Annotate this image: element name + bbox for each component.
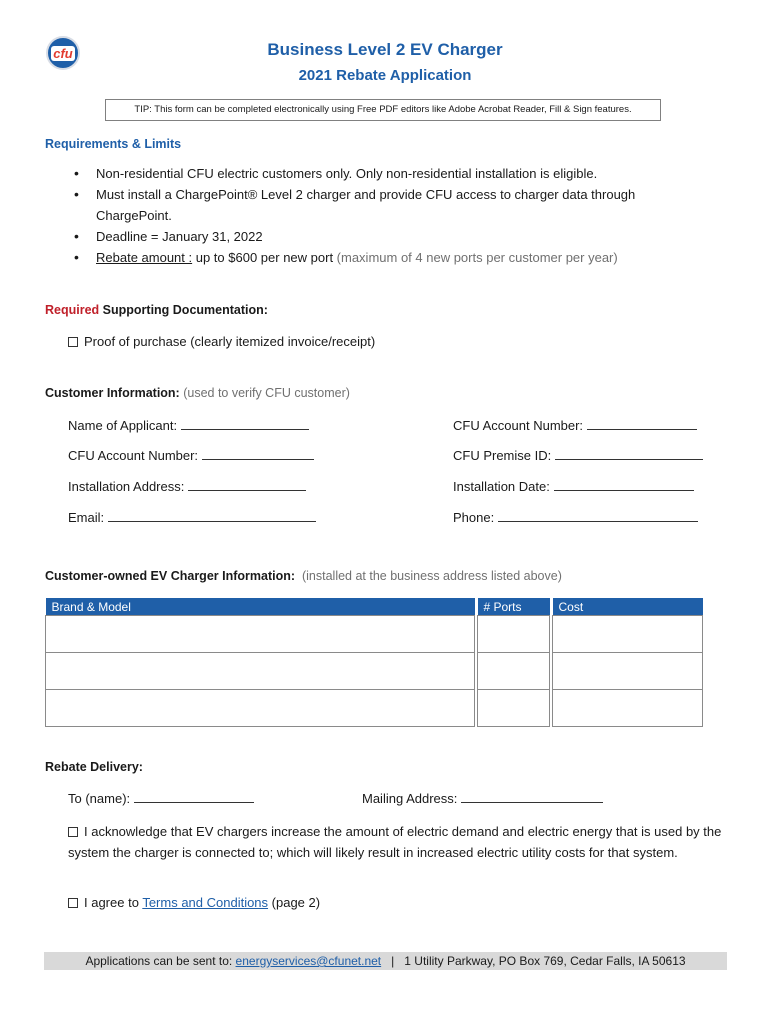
email-label: Email: — [68, 510, 105, 525]
email-field — [68, 509, 316, 525]
agree-terms-item — [68, 895, 320, 910]
footer-separator: | — [391, 954, 395, 968]
charger-table — [45, 598, 703, 727]
brand-model-cell[interactable] — [46, 616, 475, 653]
acknowledge-text: I acknowledge that EV chargers increase the amount of electric demand and electric energy that is used by the system the charger is connected to; which will likely result in increased electric utility costs for that system. — [68, 824, 722, 860]
installation-address-field — [68, 478, 306, 494]
acknowledge-item — [68, 822, 728, 863]
documentation-heading-rest: Supporting Documentation: — [99, 303, 268, 317]
name-of-applicant-field — [68, 417, 309, 433]
ports-cell[interactable] — [478, 616, 550, 653]
mailing-address-field — [362, 790, 603, 806]
installation-date-input[interactable] — [554, 478, 694, 491]
agree-terms-checkbox[interactable] — [68, 898, 78, 908]
premise-id-field — [453, 447, 703, 463]
ports-cell[interactable] — [478, 653, 550, 690]
requirement-item: • Must install a ChargePoint® Level 2 charger and provide CFU access to charger data through ChargePoint. — [68, 184, 688, 226]
premise-id-input[interactable] — [555, 447, 703, 460]
col-cost: Cost — [553, 598, 703, 616]
ports-cell[interactable] — [478, 690, 550, 727]
charger-info-title: Customer-owned EV Charger Information: — [45, 569, 296, 583]
charger-info-note: (installed at the business address listed above) — [301, 569, 562, 583]
table-row — [46, 616, 703, 653]
brand-model-cell[interactable] — [46, 690, 475, 727]
requirements-heading: Requirements & Limits — [45, 137, 182, 151]
acknowledge-checkbox[interactable] — [68, 827, 78, 837]
name-label: Name of Applicant: — [68, 418, 178, 433]
mailing-address-input[interactable] — [461, 790, 603, 803]
rebate-delivery-heading: Rebate Delivery: — [45, 760, 143, 774]
account-number-field-left — [68, 447, 314, 463]
mailing-address-label: Mailing Address: — [362, 791, 458, 806]
col-ports: # Ports — [478, 598, 550, 616]
to-name-field — [68, 790, 254, 806]
installation-date-field — [453, 478, 694, 494]
table-row — [46, 690, 703, 727]
cost-cell[interactable] — [553, 690, 703, 727]
to-name-input[interactable] — [134, 790, 254, 803]
footer-prefix: Applications can be sent to: — [85, 954, 236, 968]
rebate-value: up to $600 per new port — [192, 250, 337, 265]
footer-bar — [44, 952, 727, 970]
footer-address: 1 Utility Parkway, PO Box 769, Cedar Falls, IA 50613 — [404, 954, 686, 968]
brand-model-cell[interactable] — [46, 653, 475, 690]
phone-input[interactable] — [498, 509, 698, 522]
requirement-item: • Non-residential CFU electric customers only. Only non-residential installation is eligible. — [68, 163, 688, 184]
customer-info-title: Customer Information: — [45, 386, 180, 400]
table-row — [46, 653, 703, 690]
address-label: Installation Address: — [68, 479, 185, 494]
terms-and-conditions-link[interactable]: Terms and Conditions — [142, 895, 269, 910]
customer-info-heading — [45, 386, 350, 400]
form-title: Business Level 2 EV Charger — [267, 40, 503, 59]
installation-address-input[interactable] — [188, 478, 306, 491]
agree-prefix: I agree to — [84, 895, 143, 910]
col-brand-model: Brand & Model — [46, 598, 475, 616]
proof-of-purchase-checkbox[interactable] — [68, 337, 78, 347]
logo-text: cfu — [53, 45, 73, 61]
requirement-item-rebate — [68, 247, 688, 268]
account-number-input-right[interactable] — [587, 417, 697, 430]
account-number-field-right — [453, 417, 697, 433]
account-label-left: CFU Account Number: — [68, 448, 199, 463]
required-word: Required — [45, 303, 100, 317]
premise-label: CFU Premise ID: — [453, 448, 552, 463]
proof-of-purchase-label: Proof of purchase (clearly itemized invoice/receipt) — [84, 334, 376, 349]
email-input[interactable] — [108, 509, 316, 522]
footer-email-link[interactable]: energyservices@cfunet.net — [235, 954, 382, 968]
tip-box: TIP: This form can be completed electronically using Free PDF editors like Adobe Acrobat Reader, Fill & Sign features. — [105, 99, 661, 121]
table-header-row — [46, 598, 703, 616]
phone-label: Phone: — [453, 510, 495, 525]
installation-date-label: Installation Date: — [453, 479, 550, 494]
cost-cell[interactable] — [553, 616, 703, 653]
requirements-list — [68, 163, 688, 268]
agree-suffix: (page 2) — [268, 895, 321, 910]
name-input[interactable] — [181, 417, 309, 430]
to-name-label: To (name): — [68, 791, 131, 806]
account-number-input-left[interactable] — [202, 447, 314, 460]
documentation-heading — [45, 303, 268, 317]
account-label-right: CFU Account Number: — [453, 418, 584, 433]
cost-cell[interactable] — [553, 653, 703, 690]
charger-info-heading — [45, 569, 562, 583]
requirement-item: • Deadline = January 31, 2022 — [68, 226, 688, 247]
proof-of-purchase-item — [68, 334, 375, 349]
phone-field — [453, 509, 698, 525]
customer-info-note: (used to verify CFU customer) — [179, 386, 350, 400]
rebate-label: Rebate amount : — [96, 250, 193, 265]
form-subtitle: 2021 Rebate Application — [298, 67, 472, 84]
rebate-note: (maximum of 4 new ports per customer per year) — [336, 250, 618, 265]
